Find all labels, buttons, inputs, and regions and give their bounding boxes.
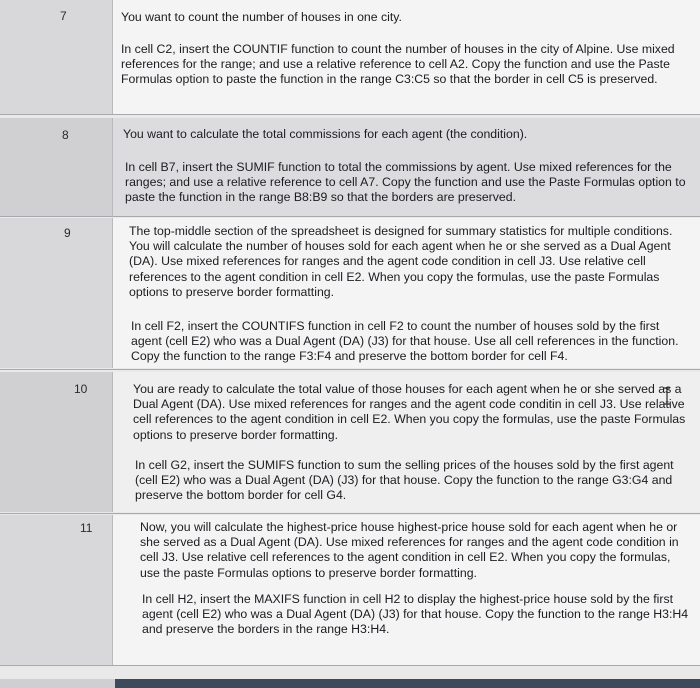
step-text-cell — [113, 118, 700, 216]
step-instruction: In cell C2, insert the COUNTIF function to count the number of houses in the city of Alpine. Use mixed references for the range; and use a relative reference to cell A2. Copy the function and use the Paste Formulas option to paste the function in the range C3:C5 so that the border in cell C5 is preserved. — [121, 42, 675, 87]
step-instruction: In cell H2, insert the MAXIFS function in cell H2 to display the highest-price house sold by the first agent (cell E2) who was a Dual Agent (DA) (J3) for that house. Copy the function to the range H3:H4 and preserve the borders in the range H3:H4. — [142, 592, 689, 637]
step-text-cell — [113, 218, 700, 368]
step-intro: Now, you will calculate the highest-price house highest-price house sold for each agent when he or she served as a Dual Agent (DA). Use mixed references for ranges and the agent code condition in cell J3. Use relative cell references to the agent condition in cell E2. When you copy the formulas, use the paste Formulas options to preserve border formatting. — [140, 520, 679, 580]
step-intro: You are ready to calculate the total value of those houses for each agent when he or she served as a Dual Agent (DA). Use mixed references for ranges and the agent code conditin in cell J3. Use relative cell references to the agent condition in cell E2. When you copy the formulas, use the paste Formulas options to preserve border formatting. — [133, 382, 686, 442]
row-divider — [0, 513, 700, 514]
step-row-11 — [0, 515, 700, 665]
step-number: 8 — [62, 128, 69, 142]
bottom-strip — [0, 679, 115, 688]
step-instruction: In cell G2, insert the SUMIFS function to sum the selling prices of the houses sold by the first agent (cell E2) who was a Dual Agent (DA) (J3) for that house. Copy the function to the range G3:G4 and preserve the bottom border for cell G4. — [135, 458, 674, 503]
step-number-cell — [0, 515, 113, 665]
step-intro: You want to calculate the total commissions for each agent (the condition). — [123, 127, 528, 141]
row-divider — [0, 216, 700, 217]
step-intro: You want to count the number of houses in one city. — [121, 10, 402, 24]
text-cursor-icon — [662, 387, 672, 405]
step-intro: The top-middle section of the spreadsheet is designed for summary statistics for multiple conditions. You will calculate the number of houses sold for each agent when he or she served as a Dual Agent (DA). Use mixed references for ranges and the agent code condition in cell J3. Use relative cell references to the agent condition in cell E2. When you copy the formulas, use the paste Formulas options to preserve border formatting. — [129, 224, 673, 299]
step-number-cell — [0, 218, 113, 368]
step-number-cell — [0, 372, 113, 512]
step-text-cell — [113, 0, 700, 114]
step-number-cell — [0, 0, 113, 114]
row-divider — [0, 114, 700, 115]
step-instruction: In cell B7, insert the SUMIF function to total the commissions by agent. Use mixed references for the ranges; and use a relative reference to cell A7. Copy the function and use the Paste Formulas option to paste the function in the range B8:B9 so that the borders are preserved. — [125, 160, 686, 205]
step-number: 11 — [80, 521, 93, 535]
step-instruction: In cell F2, insert the COUNTIFS function in cell F2 to count the number of houses sold by the first agent (cell E2) who was a Dual Agent (DA) (J3) for that house. Use all cell references in the function. Copy the function to the range F3:F4 and preserve the bottom border for cell F4. — [131, 319, 679, 364]
step-text-cell — [113, 515, 700, 665]
step-number-cell — [0, 118, 113, 216]
row-divider — [0, 369, 700, 370]
step-row-8 — [0, 118, 700, 216]
step-row-10 — [0, 372, 700, 512]
step-number: 10 — [74, 382, 88, 396]
step-number: 9 — [64, 226, 71, 240]
step-row-7 — [0, 0, 700, 114]
screen-bottom-edge — [115, 679, 700, 688]
step-text-cell — [113, 372, 700, 512]
step-row-9 — [0, 218, 700, 368]
step-number: 7 — [60, 9, 67, 23]
row-divider — [0, 665, 700, 666]
